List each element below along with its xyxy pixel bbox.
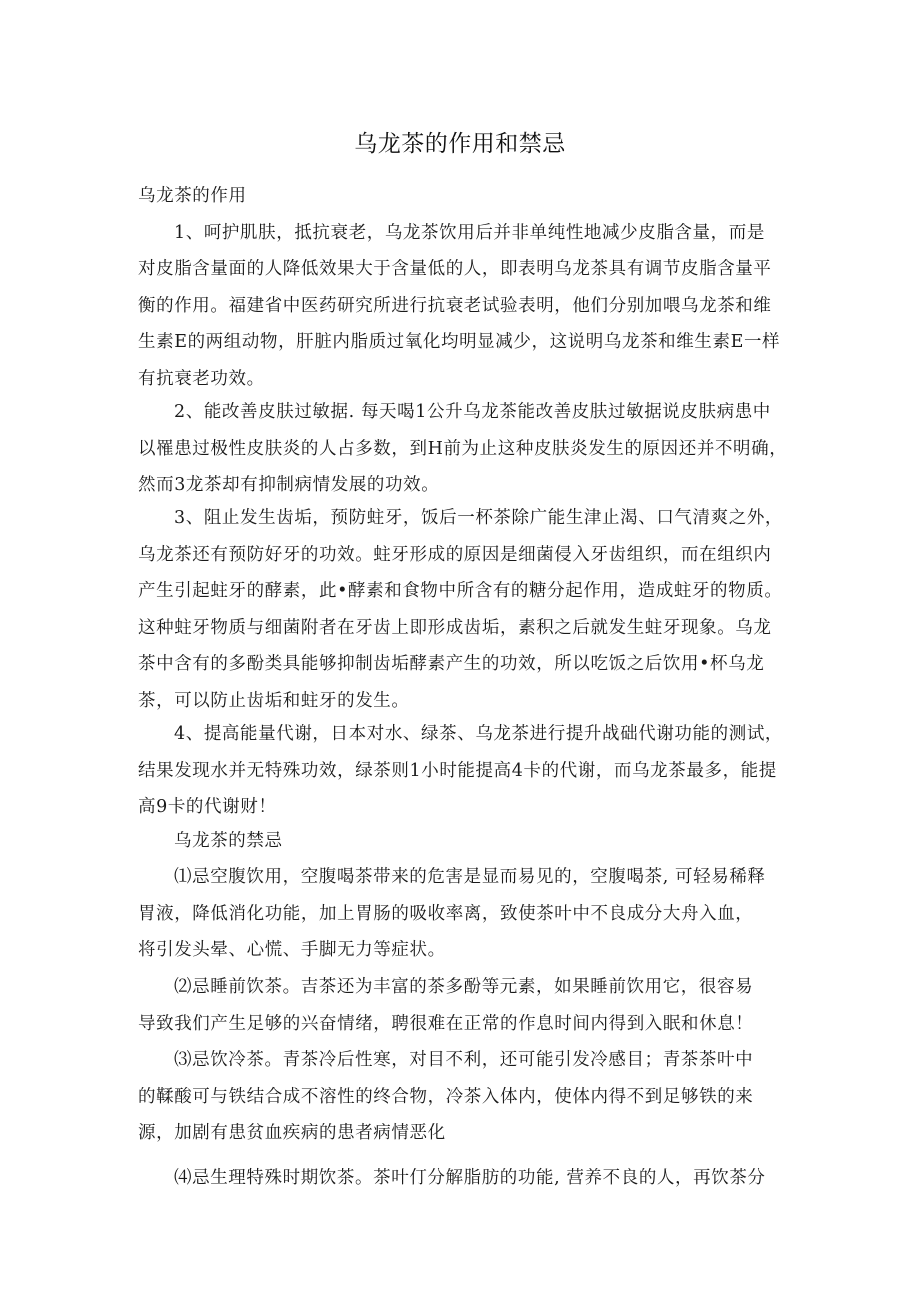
effects-2-line-1: 2、能改善皮肤过敏据. 每天喝1公升乌龙茶能改善皮肤过敏据说皮肤病患中	[174, 402, 771, 422]
section-heading-effects: 乌龙茶的作用	[138, 186, 247, 206]
effects-3-line-5: 茶中含有的多酚类具能够抑制齿垢酵素产生的功效，所以吃饭之后饮用•杯乌龙	[138, 654, 765, 674]
taboos-3-line-1: ⑶忌饮冷茶。青茶冷后性寒，对目不利，还可能引发冷感目；青茶茶叶中	[174, 1050, 754, 1070]
taboos-paragraph-4	[138, 1160, 788, 1197]
effects-section	[138, 178, 788, 397]
taboos-4-line-1: ⑷忌生理特殊时期饮茶。茶叶仃分解脂肪的功能, 营养不良的人，再饮茶分	[174, 1168, 766, 1188]
taboos-section	[138, 823, 788, 860]
effects-1-line-2: 对皮脂含量面的人降低效果大于含量低的人，即表明乌龙茶具有调节皮脂含量平	[138, 259, 772, 279]
taboos-2-line-2: 导致我们产生足够的兴奋情绪，聘很难在正常的作息时间内得到入眠和休息！	[138, 1013, 754, 1034]
effects-3-line-3: 产生引起蛀牙的酵素，此•酵素和食物中所含有的糖分起作用，造成蛀牙的物质。	[138, 581, 783, 601]
effects-1-line-4: 生素E的两组动物，肝脏内脂质过氧化均明显减少，这说明乌龙茶和维生素E一样	[138, 332, 781, 352]
effects-4-line-1: 4、提高能量代谢，日本对水、绿茶、乌龙茶进行提升战础代谢功能的测试，	[174, 724, 784, 744]
taboos-1-line-3: 将引发头晕、心慌、手脚无力等症状。	[138, 940, 446, 960]
effects-paragraph-2	[138, 394, 788, 504]
effects-2-line-2: 以罹患过极性皮肤炎的人占多数，到H前为止这种皮肤炎发生的原因还并不明确，	[138, 438, 788, 459]
taboos-paragraph-2	[138, 969, 788, 1042]
taboos-3-line-2: 的鞣酸可与铁结合成不溶性的终合物，冷茶入体内，使体内得不到足够铁的来	[138, 1086, 754, 1107]
effects-3-line-2: 乌龙茶还有预防好牙的功效。蛀牙形成的原因是细菌侵入牙齿组织，而在组织内	[138, 544, 772, 565]
effects-3-line-4: 这种蛀牙物质与细菌附者在牙齿上即形成齿垢，素积之后就发生蛀牙现象。乌龙	[138, 617, 772, 638]
taboos-1-line-2: 胃液，降低消化功能，加上胃肠的吸收率离，致使茶叶中不良成分大舟入血，	[138, 903, 754, 924]
taboos-1-line-1: ⑴忌空腹饮用，空腹喝茶带来的危害是显而易见的，空腹喝茶, 可轻易稀释	[174, 867, 766, 887]
effects-1-line-5: 有抗衰老功效。	[138, 368, 265, 389]
effects-2-line-3: 然而3龙茶却有抑制病情发展的功效。	[138, 475, 440, 495]
section-heading-taboos: 乌龙茶的禁忌	[174, 831, 283, 851]
taboos-paragraph-1	[138, 859, 788, 969]
effects-4-line-3: 高9卡的代谢财！	[138, 797, 277, 817]
effects-paragraph-4	[138, 716, 788, 826]
effects-3-line-1: 3、阻止发生齿垢，预防蛀牙，饭后一杯茶除广能生津止渴、口气清爽之外，	[174, 508, 784, 528]
page-title: 乌龙茶的作用和禁忌	[354, 131, 566, 157]
effects-1-line-3: 衡的作用。福建省中医药研究所进行抗衰老试验表明，他们分别加喂乌龙茶和维	[138, 295, 772, 316]
effects-3-line-6: 茶，可以防止齿垢和蛀牙的发生。	[138, 690, 410, 711]
taboos-2-line-1: ⑵忌睡前饮茶。吉茶还为丰富的茶多酚等元素，如果睡前饮用它，很容易	[174, 977, 754, 997]
taboos-paragraph-3	[138, 1042, 788, 1152]
effects-paragraph-3	[138, 500, 788, 719]
effects-1-line-1: 1、呵护肌肤，抵抗衰老，乌龙茶饮用后并非单纯性地减少皮脂含量，而是	[174, 222, 765, 243]
taboos-3-line-3: 源，加剧有患贫血疾病的患者病情恶化	[138, 1123, 446, 1143]
effects-4-line-2: 结果发现水并无特殊功效，绿茶则1小时能提高4卡的代谢，而乌龙茶最多，能提	[138, 760, 777, 781]
